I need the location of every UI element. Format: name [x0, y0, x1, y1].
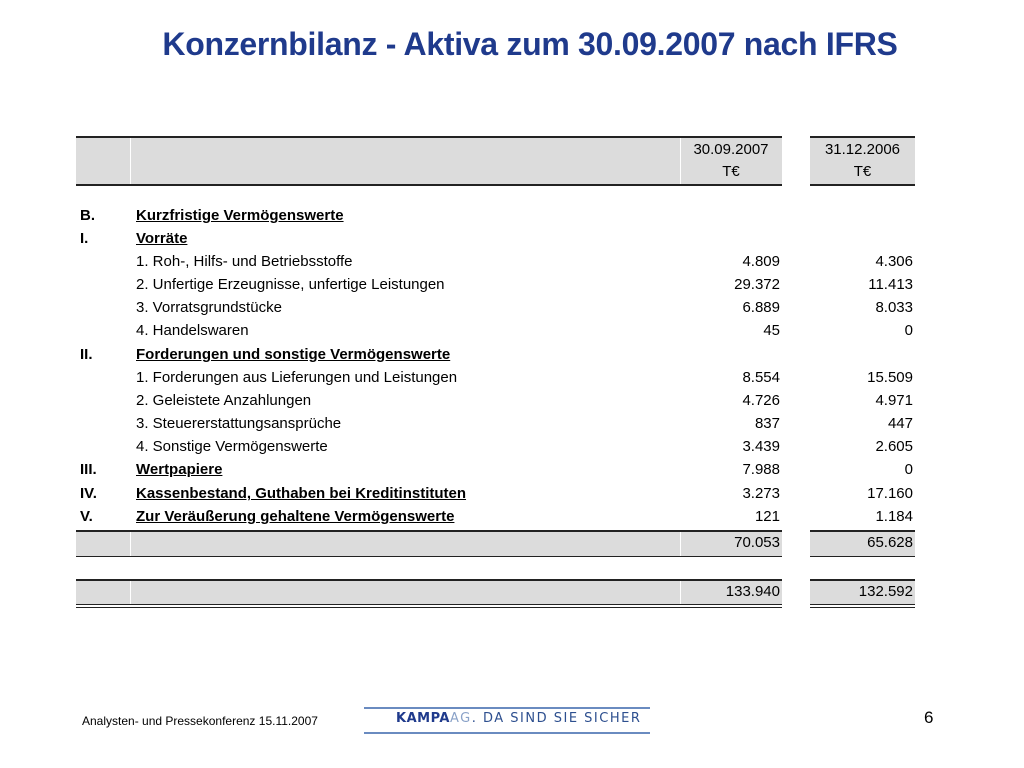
- row-label: Forderungen und sonstige Vermögenswerte: [136, 346, 451, 363]
- row-value-2007: 3.439: [742, 438, 780, 455]
- row-value-2006: 1.184: [875, 508, 913, 525]
- row-value-2006: 17.160: [867, 485, 913, 502]
- row-label: 4. Handelswaren: [136, 322, 249, 339]
- row-label: 3. Vorratsgrundstücke: [136, 299, 282, 316]
- row-number: I.: [80, 230, 89, 247]
- row-value-2006: 0: [904, 322, 913, 339]
- row-number: B.: [80, 207, 95, 224]
- total-value-2006: 132.592: [858, 583, 913, 600]
- row-value-2007: 4.809: [742, 253, 780, 270]
- subtotal-value-2006: 65.628: [867, 534, 913, 551]
- row-label: Kassenbestand, Guthaben bei Kreditinstituten: [136, 485, 467, 502]
- row-value-2006: 8.033: [875, 299, 913, 316]
- row-value-2007: 6.889: [742, 299, 780, 316]
- page-title: Konzernbilanz - Aktiva zum 30.09.2007 nach IFRS: [162, 26, 898, 62]
- row-label: 1. Forderungen aus Lieferungen und Leistungen: [136, 369, 458, 386]
- row-value-2006: 15.509: [867, 369, 913, 386]
- total-band-left: [76, 580, 782, 604]
- company-logo: [364, 707, 650, 733]
- row-value-2007: 3.273: [742, 485, 780, 502]
- row-value-2006: 447: [887, 415, 913, 432]
- header-col1-date: 30.09.2007: [693, 141, 769, 158]
- row-number: IV.: [80, 485, 97, 502]
- total-value-2007: 133.940: [725, 583, 780, 600]
- row-label: 2. Geleistete Anzahlungen: [136, 392, 312, 409]
- row-value-2007: 45: [763, 322, 780, 339]
- row-label: Wertpapiere: [136, 461, 223, 478]
- logo-slogan: . DA SIND SIE SICHER: [471, 711, 642, 726]
- row-value-2007: 837: [754, 415, 780, 432]
- row-value-2006: 4.971: [875, 392, 913, 409]
- page-number: 6: [924, 708, 934, 727]
- row-value-2006: 4.306: [875, 253, 913, 270]
- row-value-2007: 4.726: [742, 392, 780, 409]
- row-label: Vorräte: [136, 230, 188, 247]
- footer-text: Analysten- und Pressekonferenz 15.11.2007: [82, 714, 318, 728]
- header-band-left: [76, 137, 782, 184]
- row-value-2006: 11.413: [868, 276, 913, 293]
- logo-ag: AG: [449, 711, 472, 726]
- row-value-2007: 8.554: [742, 369, 780, 386]
- row-number: II.: [80, 346, 93, 363]
- row-label: Zur Veräußerung gehaltene Vermögenswerte: [136, 508, 455, 525]
- row-value-2006: 2.605: [875, 438, 913, 455]
- row-number: V.: [80, 508, 93, 525]
- row-label: 4. Sonstige Vermögenswerte: [136, 438, 328, 455]
- subtotal-value-2007: 70.053: [734, 534, 780, 551]
- header-col2-unit: T€: [853, 163, 872, 180]
- row-value-2007: 121: [754, 508, 780, 525]
- header-col1-unit: T€: [722, 163, 740, 180]
- row-label: 1. Roh-, Hilfs- und Betriebsstoffe: [136, 253, 353, 270]
- logo-brand: KAMPA: [396, 711, 450, 726]
- row-number: III.: [80, 461, 97, 478]
- header-col2-date: 31.12.2006: [824, 141, 901, 158]
- row-value-2007: 29.372: [734, 276, 780, 293]
- row-value-2006: 0: [904, 461, 913, 478]
- row-value-2007: 7.988: [742, 461, 780, 478]
- row-label: Kurzfristige Vermögenswerte: [136, 207, 344, 224]
- row-label: 3. Steuererstattungsansprüche: [136, 415, 342, 432]
- row-label: 2. Unfertige Erzeugnisse, unfertige Leistungen: [136, 276, 445, 293]
- subtotal-band-left: [76, 531, 782, 556]
